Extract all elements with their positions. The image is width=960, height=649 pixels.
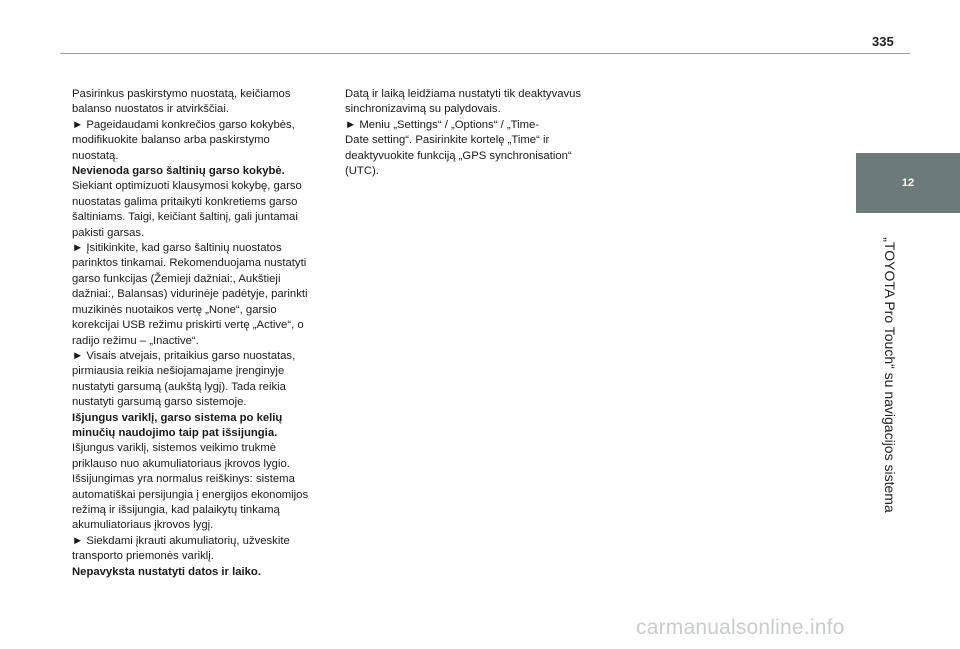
chapter-tab	[856, 153, 960, 213]
text-line: nustatyti garsumą (aukštą lygį). Tada reikia	[72, 380, 286, 393]
text-line: dažniai:, Balansas) vidurinėje padėtyje, parinkti	[72, 288, 308, 301]
chapter-number: 12	[901, 177, 915, 189]
text-line: ► Įsitikinkite, kad garso šaltinių nuostatos	[72, 242, 282, 255]
text-line: nuostatą.	[72, 149, 119, 162]
text-line: Datą ir laiką leidžiama nustatyti tik deaktyvavus	[345, 88, 582, 100]
chapter-side-title: „TOYOTA Pro Touch“ su navigacijos sistema	[882, 237, 898, 513]
text-line: modifikuokite balanso arba paskirstymo	[72, 134, 270, 147]
text-line: režimą ir išsijungia, kad palaikytų tinkamą	[72, 503, 280, 516]
text-line: (UTC).	[345, 165, 379, 178]
text-line: priklauso nuo akumuliatoriaus įkrovos lygio.	[72, 457, 290, 470]
text-line: nuostatas galima pritaikyti konkretiems garso	[72, 195, 298, 208]
text-line: garso funkcijas (Žemieji dažniai:, Aukštieji	[72, 272, 281, 285]
text-line: nustatyti garsumą garso sistemoje.	[72, 396, 247, 409]
text-line: akumuliatoriaus įkrovos lygį.	[72, 519, 214, 532]
text-line: ► Siekdami įkrauti akumuliatorių, užveskite	[72, 534, 290, 547]
text-line: muzikinės nuotaikos vertę „None“, garsio	[72, 303, 277, 316]
text-line: pakisti garsas.	[72, 226, 145, 239]
text-line: Date setting“. Pasirinkite kortelę „Time“ ir	[345, 134, 550, 147]
text-line: pirmiausia reikia nešiojamajame įrenginyje	[72, 365, 285, 378]
text-line: radijo režimu – „Inactive“.	[72, 334, 199, 347]
text-line: ► Visais atvejais, pritaikius garso nuostatas,	[72, 349, 296, 362]
page-number: 335	[872, 34, 894, 49]
text-line: automatiškai persijungia į energijos ekonomijos	[72, 488, 309, 501]
header-rule	[60, 53, 910, 54]
watermark: carmanualsonline.info	[636, 616, 845, 639]
section-heading: minučių naudojimo taip pat išsijungia.	[72, 426, 278, 439]
right-text-column	[345, 87, 590, 179]
text-line: ► Meniu „Settings“ / „Options“ / „Time-	[345, 118, 540, 131]
text-line: ► Pageidaudami konkrečios garso kokybės,	[72, 118, 295, 131]
text-line: balanso nuostatos ir atvirkščiai.	[72, 103, 229, 116]
text-line: Siekiant optimizuoti klausymosi kokybę, garso	[72, 180, 302, 193]
text-line: sinchronizavimą su palydovais.	[345, 103, 501, 116]
text-line: Pasirinkus paskirstymo nuostatą, keičiamos	[72, 88, 291, 100]
text-line: parinktos tinkamai. Rekomenduojama nustatyti	[72, 257, 307, 270]
text-line: šaltiniams. Taigi, keičiant šaltinį, gali juntamai	[72, 211, 298, 224]
text-line: Išsijungimas yra normalus reiškinys: sistema	[72, 473, 295, 486]
text-line: transporto priemonės variklį.	[72, 550, 214, 563]
text-line: deaktyvuokite funkciją „GPS synchronisation“	[345, 149, 572, 162]
text-line: Išjungus variklį, sistemos veikimo trukmė	[72, 442, 277, 455]
text-line: korekcijai USB režimu priskirti vertę „Active“, o	[72, 319, 304, 332]
section-heading: Išjungus variklį, garso sistema po kelių	[72, 411, 283, 424]
left-text-column	[72, 87, 317, 580]
section-heading: Nepavyksta nustatyti datos ir laiko.	[72, 565, 261, 578]
section-heading: Nevienoda garso šaltinių garso kokybė.	[72, 165, 285, 178]
